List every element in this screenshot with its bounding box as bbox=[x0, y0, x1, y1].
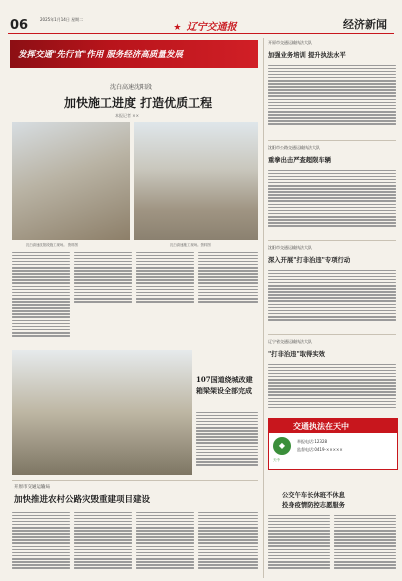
right-article-4 bbox=[268, 337, 396, 417]
feature-body-col3 bbox=[136, 250, 194, 308]
star-icon: ★ bbox=[173, 23, 182, 33]
feature-body-col1 bbox=[12, 250, 70, 345]
ad-line1: 举报电话:12328 bbox=[297, 439, 328, 444]
bridge-body bbox=[196, 410, 258, 472]
feature-body-col4 bbox=[198, 250, 258, 308]
bus-body-col1 bbox=[268, 513, 330, 575]
ad-brand: 天中 bbox=[273, 458, 280, 462]
rural-body-col2 bbox=[74, 510, 132, 576]
ad-title: 交通执法在天中 bbox=[293, 422, 349, 431]
date-line: 2025年1月14日 星期二 bbox=[40, 17, 84, 22]
ad-logo bbox=[273, 437, 291, 455]
right-article-2 bbox=[268, 143, 396, 239]
ad-box bbox=[268, 418, 398, 470]
ad-title-bar bbox=[269, 419, 397, 433]
right-article-2-headline: 重拳出击严查超限车辆 bbox=[268, 157, 331, 164]
right-article-1-kicker: 开原市交通运输执法大队 bbox=[268, 40, 312, 45]
paper-logo bbox=[165, 15, 245, 33]
feature-headline: 加快施工进度 打造优质工程 bbox=[64, 96, 213, 110]
feature-photo-right bbox=[134, 122, 258, 240]
feature-kicker: 沈白高速沈阳段 bbox=[110, 84, 153, 91]
bridge-headline-line1: 107国道绕城改建 bbox=[196, 375, 253, 384]
feature-body-col2 bbox=[74, 250, 132, 308]
masthead bbox=[0, 0, 402, 36]
section-title: 经济新闻 bbox=[343, 18, 387, 31]
right-article-3-headline: 深入开展"打非治违"专项行动 bbox=[268, 257, 351, 264]
right-article-4-kicker: 辽宁省交通运输执法大队 bbox=[268, 339, 312, 344]
paper-logo-text: 辽宁交通报 bbox=[186, 22, 237, 33]
right-article-2-body bbox=[268, 168, 396, 236]
bus-headline-line2: 投身疫情防控志愿服务 bbox=[282, 502, 345, 509]
ad-logo-icon: ◆ bbox=[278, 441, 286, 450]
feature-photo-left bbox=[12, 122, 130, 240]
rural-kicker: 开原市交通运输局 bbox=[14, 485, 50, 490]
column-divider bbox=[263, 38, 264, 578]
right-article-2-kicker: 沈阳市公路交通运输执法大队 bbox=[268, 145, 320, 150]
feature-byline: 本报记者 ×× bbox=[115, 113, 139, 118]
bus-body-col2 bbox=[334, 513, 396, 575]
right-article-1-body bbox=[268, 63, 396, 135]
feature-photo-right-caption: 沈白高速施工现场。资料图 bbox=[170, 243, 211, 247]
right-article-3 bbox=[268, 243, 396, 333]
rural-body-col1 bbox=[12, 510, 70, 576]
right-rule-3 bbox=[268, 334, 396, 335]
rural-headline: 加快推进农村公路灾毁重建项目建设 bbox=[14, 495, 151, 505]
bus-headline-line1: 公交午车长休班不休息 bbox=[282, 492, 345, 499]
rural-rule bbox=[12, 480, 258, 481]
right-rule-2 bbox=[268, 240, 396, 241]
ad-line2: 监督电话:0419-××××× bbox=[297, 447, 343, 452]
rural-body-col3 bbox=[136, 510, 194, 576]
masthead-rule bbox=[8, 33, 394, 34]
bridge-headline-line2: 箱梁架设全部完成 bbox=[196, 386, 252, 395]
right-article-4-headline: "打非治违"取得实效 bbox=[268, 351, 325, 358]
feature-photo-left-caption: 沈白高速沈阳段施工现场。 资料图 bbox=[26, 243, 78, 247]
right-article-3-kicker: 沈阳市交通运输执法大队 bbox=[268, 245, 312, 250]
page-number: 06 bbox=[10, 18, 29, 33]
banner-text: 发挥交通"先行官"作用 服务经济高质量发展 bbox=[18, 50, 183, 60]
bridge-photo bbox=[12, 350, 192, 475]
rural-body-col4 bbox=[198, 510, 258, 576]
right-article-1-headline: 加强业务培训 提升执法水平 bbox=[268, 52, 346, 59]
banner bbox=[10, 40, 258, 68]
right-rule-1 bbox=[268, 140, 396, 141]
right-article-3-body bbox=[268, 268, 396, 330]
right-article-4-body bbox=[268, 362, 396, 418]
right-article-1 bbox=[268, 38, 396, 138]
